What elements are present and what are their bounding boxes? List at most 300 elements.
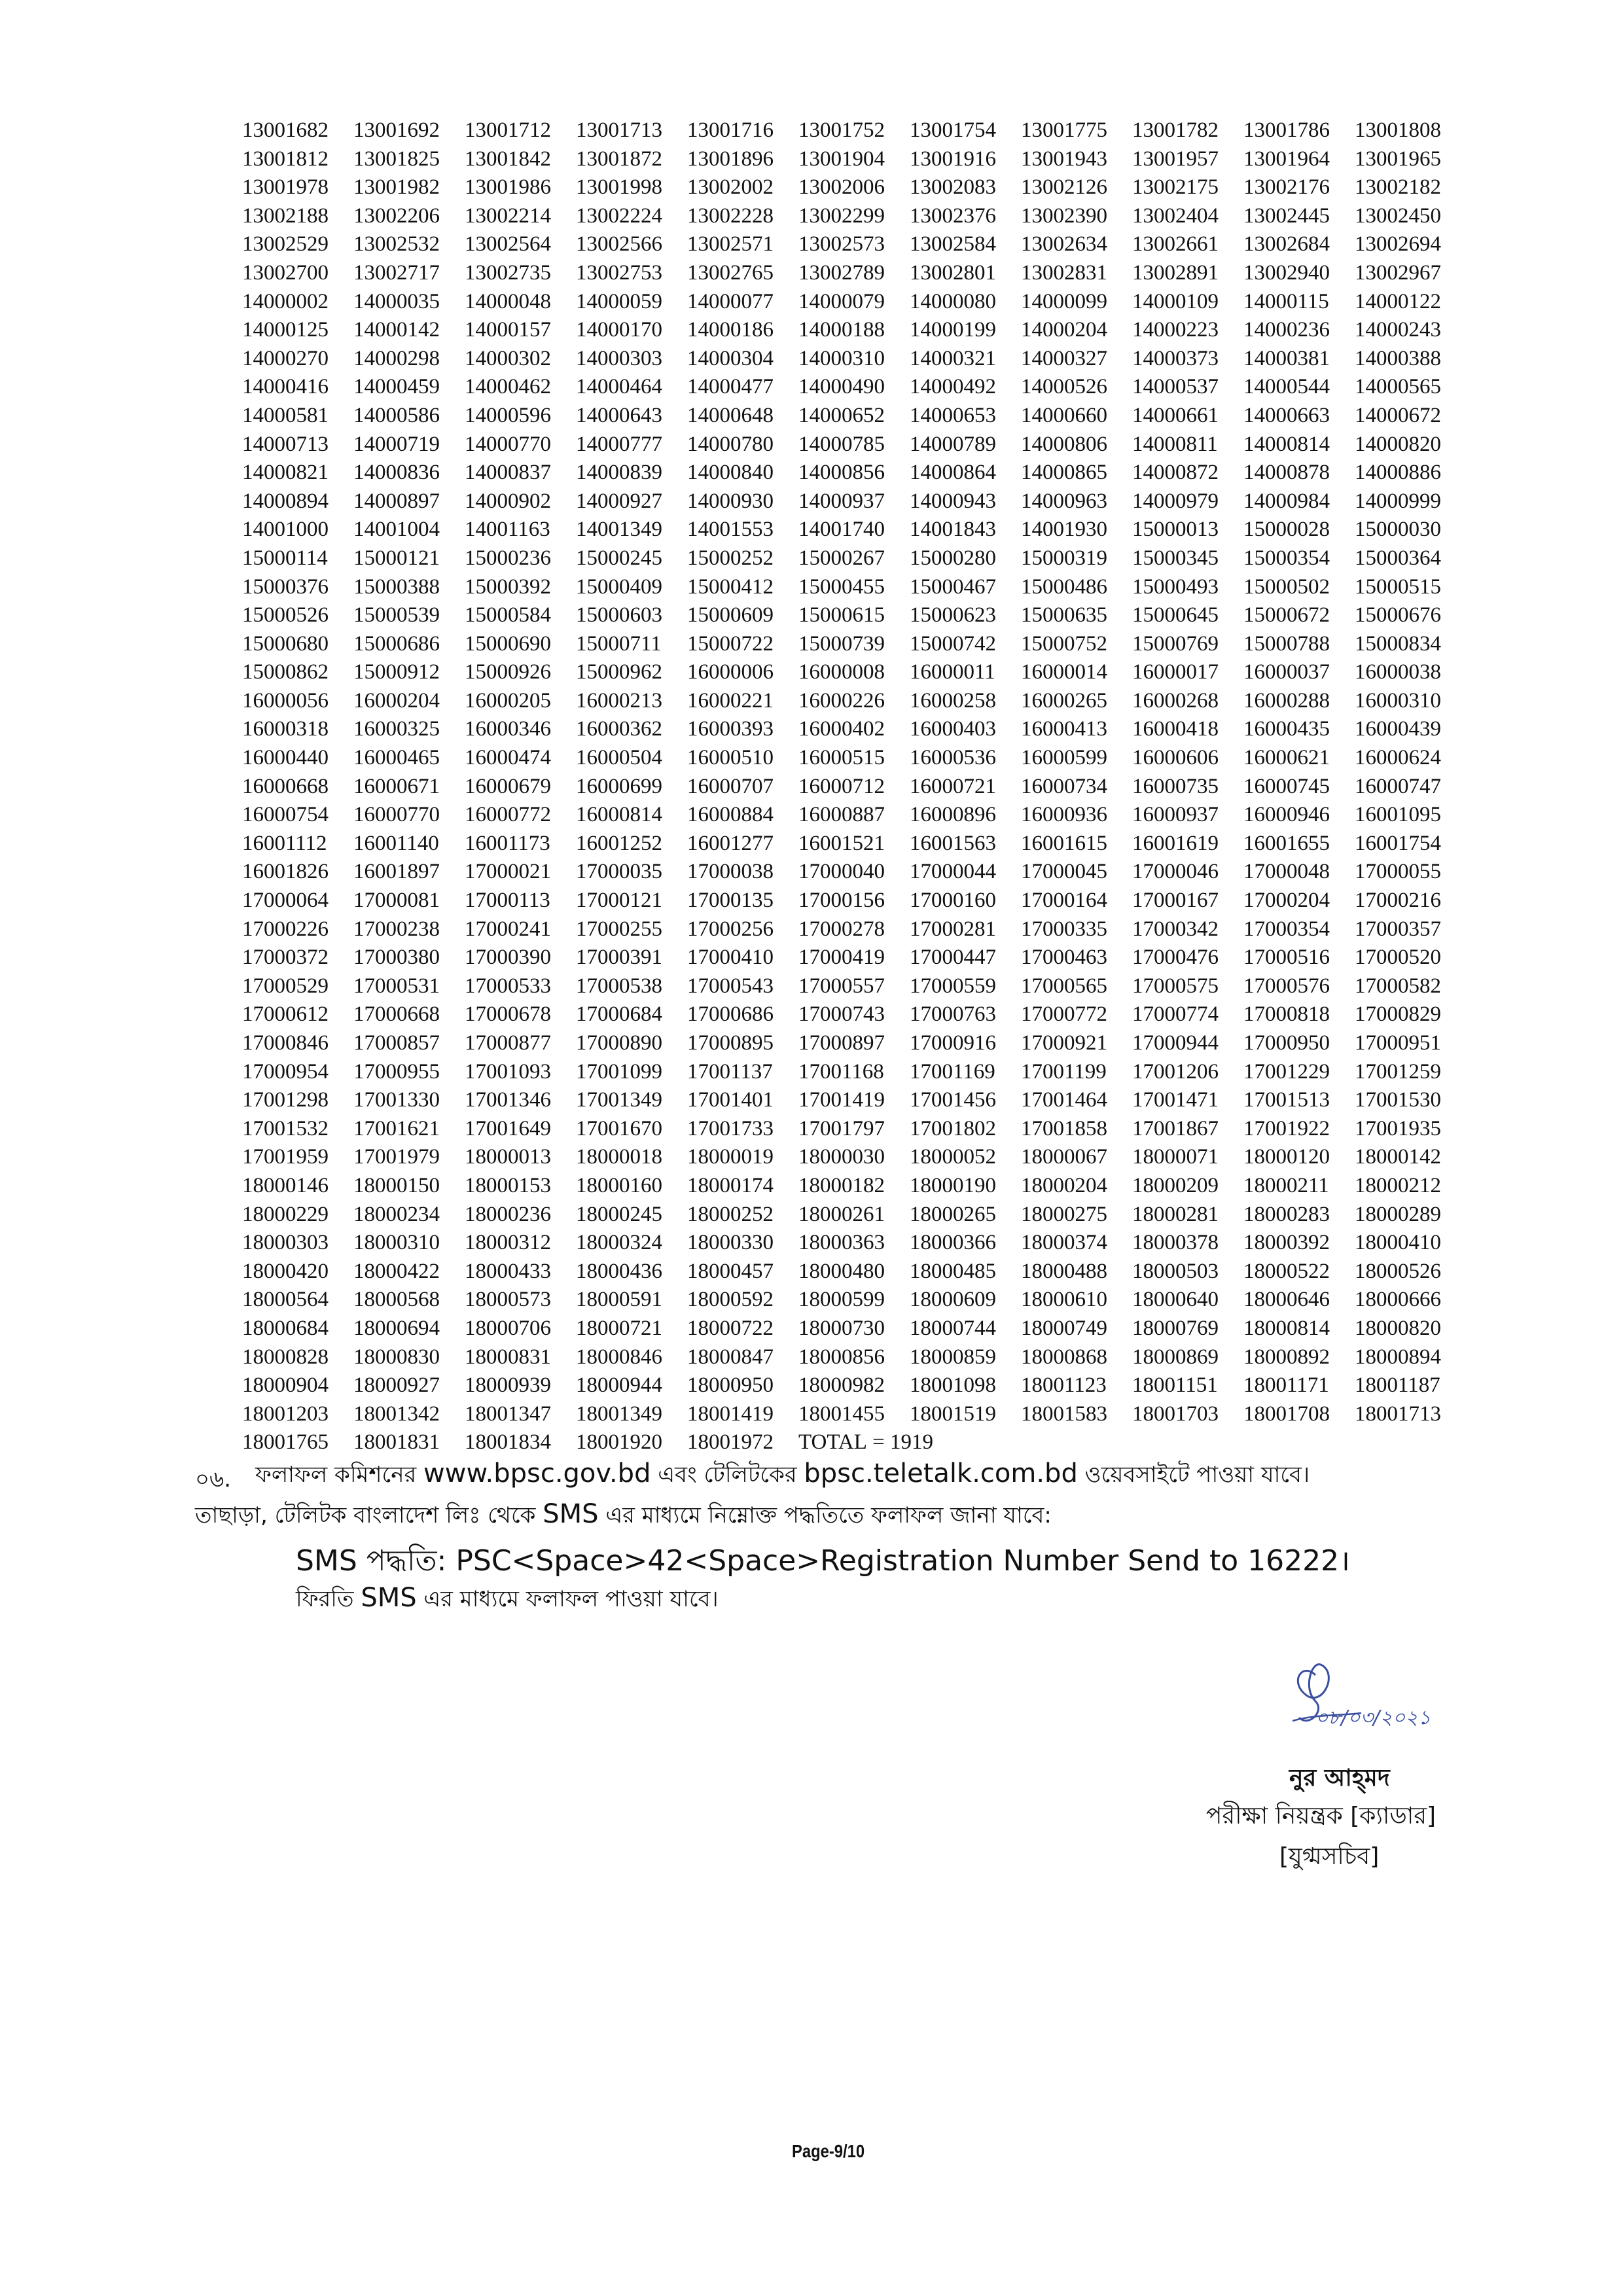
- registration-number: 17000342: [1132, 917, 1219, 941]
- registration-number: 15000645: [1132, 603, 1219, 627]
- registration-number: 18000568: [353, 1288, 440, 1312]
- registration-number: 14000059: [576, 289, 662, 313]
- registration-number: 17001867: [1132, 1116, 1219, 1140]
- registration-number: 13002940: [1243, 260, 1330, 285]
- registration-number: 16000268: [1132, 688, 1219, 713]
- registration-number: 14000199: [910, 318, 996, 342]
- registration-row: [242, 173, 1499, 202]
- registration-number: 14000780: [687, 432, 774, 456]
- registration-number: 14000537: [1132, 375, 1219, 399]
- registration-number: 16000226: [798, 688, 885, 713]
- registration-number: 18000229: [242, 1202, 329, 1226]
- registration-number: 18000944: [576, 1373, 662, 1398]
- registration-number: 13002532: [353, 232, 440, 256]
- registration-number: 14000653: [910, 403, 996, 427]
- registration-row: [242, 915, 1499, 944]
- registration-number: 16000038: [1355, 660, 1441, 684]
- registration-number: 17001979: [353, 1145, 440, 1169]
- registration-number: 13002188: [242, 203, 329, 228]
- registration-number: 14000459: [353, 375, 440, 399]
- registration-number: 13002376: [910, 203, 996, 228]
- registration-number: 15000635: [1021, 603, 1107, 627]
- registration-number: 15000686: [353, 631, 440, 656]
- registration-number: 15000603: [576, 603, 662, 627]
- registration-number: 13002002: [687, 175, 774, 200]
- registration-number: 18000609: [910, 1288, 996, 1312]
- registration-number: 14001004: [353, 518, 440, 542]
- registration-number: 15000676: [1355, 603, 1441, 627]
- registration-number: 18000591: [576, 1288, 662, 1312]
- registration-number: 13001808: [1355, 118, 1441, 142]
- registration-number: 14000963: [1021, 489, 1107, 513]
- registration-number: 16000418: [1132, 717, 1219, 741]
- registration-number: 14000035: [353, 289, 440, 313]
- teletalk-website-link[interactable]: bpsc.teletalk.com.bd: [804, 1458, 1078, 1489]
- registration-number: 15000722: [687, 631, 774, 656]
- registration-number: 18000830: [353, 1345, 440, 1369]
- registration-number: 18001834: [465, 1430, 551, 1455]
- registration-number: 18001455: [798, 1402, 885, 1426]
- registration-number: 15000962: [576, 660, 662, 684]
- registration-number: 17000575: [1132, 974, 1219, 998]
- registration-number: 14000979: [1132, 489, 1219, 513]
- registration-number: 13001943: [1021, 147, 1107, 171]
- registration-number: 15000409: [576, 574, 662, 599]
- registration-row: [242, 687, 1499, 716]
- registration-number: 16000814: [576, 803, 662, 827]
- registration-number: 13001782: [1132, 118, 1219, 142]
- registration-number: 13001712: [465, 118, 551, 142]
- registration-number: 17000916: [910, 1031, 996, 1055]
- registration-row: [242, 1258, 1499, 1286]
- registration-number: 18000252: [687, 1202, 774, 1226]
- registration-number: 13002206: [353, 203, 440, 228]
- registration-number: 14000490: [798, 375, 885, 399]
- registration-number: 15000467: [910, 574, 996, 599]
- registration-number: 16001897: [353, 860, 440, 884]
- registration-number: 16001754: [1355, 831, 1441, 855]
- registration-number: 13002175: [1132, 175, 1219, 200]
- registration-number: 17000021: [465, 860, 551, 884]
- registration-number: 17000921: [1021, 1031, 1107, 1055]
- registration-number: 18000856: [798, 1345, 885, 1369]
- registration-number: 15000584: [465, 603, 551, 627]
- registration-number: 17001206: [1132, 1059, 1219, 1084]
- registration-number: 15000030: [1355, 518, 1441, 542]
- registration-number: 17001513: [1243, 1088, 1330, 1112]
- registration-number: 18000204: [1021, 1173, 1107, 1197]
- registration-number: 17001093: [465, 1059, 551, 1084]
- registration-number: 18001708: [1243, 1402, 1330, 1426]
- registration-number: 13001896: [687, 147, 774, 171]
- registration-number: 16000679: [465, 774, 551, 798]
- registration-number: 17000565: [1021, 974, 1107, 998]
- registration-number: 14000789: [910, 432, 996, 456]
- registration-number: 18000120: [1243, 1145, 1330, 1169]
- registration-number: 14001349: [576, 518, 662, 542]
- registration-number: 18000666: [1355, 1288, 1441, 1312]
- registration-number: 14000581: [242, 403, 329, 427]
- registration-row: [242, 601, 1499, 630]
- registration-number: 13002573: [798, 232, 885, 256]
- registration-number: 14000270: [242, 346, 329, 370]
- registration-number: 15000502: [1243, 574, 1330, 599]
- registration-number: 17000255: [576, 917, 662, 941]
- notice-text: ফলাফল কমিশনের: [255, 1462, 424, 1488]
- registration-row: [242, 573, 1499, 602]
- registration-number: 15000752: [1021, 631, 1107, 656]
- registration-row: [242, 345, 1499, 374]
- registration-number: 16000402: [798, 717, 885, 741]
- registration-number: 17000164: [1021, 889, 1107, 913]
- registration-number: 17001169: [910, 1059, 995, 1084]
- sms-word: SMS: [543, 1499, 599, 1529]
- registration-number: 17000044: [910, 860, 996, 884]
- notice-text: ।: [1339, 1544, 1350, 1578]
- registration-number: 15000515: [1355, 574, 1441, 599]
- registration-number: 14000814: [1243, 432, 1330, 456]
- registration-number: 17000897: [798, 1031, 885, 1055]
- registration-number: 18000831: [465, 1345, 551, 1369]
- registration-number: 13002661: [1132, 232, 1219, 256]
- registration-number: 14000839: [576, 461, 662, 485]
- registration-number: 16000037: [1243, 660, 1330, 684]
- registration-number: 18000892: [1243, 1345, 1330, 1369]
- registration-number: 15000526: [242, 603, 329, 627]
- registration-number: 16000599: [1021, 746, 1107, 770]
- bpsc-website-link[interactable]: www.bpsc.gov.bd: [423, 1458, 651, 1489]
- registration-number: 15000926: [465, 660, 551, 684]
- registration-row: [242, 801, 1499, 830]
- registration-number: 14000303: [576, 346, 662, 370]
- registration-number: 16000204: [353, 688, 440, 713]
- registration-number: 14000327: [1021, 346, 1107, 370]
- registration-number: 15000788: [1243, 631, 1330, 656]
- registration-number: 14000388: [1355, 346, 1441, 370]
- registration-number: 18000646: [1243, 1288, 1330, 1312]
- registration-number: 18000030: [798, 1145, 885, 1169]
- registration-number: 17001670: [576, 1116, 662, 1140]
- registration-number: 17000955: [353, 1059, 440, 1084]
- registration-number: 13002176: [1243, 175, 1330, 200]
- registration-row: [242, 1086, 1499, 1115]
- registration-number: 17000121: [576, 889, 662, 913]
- registration-number: 14000652: [798, 403, 885, 427]
- registration-row: [242, 373, 1499, 402]
- registration-number: 17000238: [353, 917, 440, 941]
- registration-row: [242, 1286, 1499, 1315]
- registration-number: 14000837: [465, 461, 551, 485]
- registration-number: 15000392: [465, 574, 551, 599]
- registration-number: 18000190: [910, 1173, 996, 1197]
- registration-number: 18000457: [687, 1259, 774, 1283]
- registration-number: 14000464: [576, 375, 662, 399]
- registration-number: 18000234: [353, 1202, 440, 1226]
- registration-number: 15000013: [1132, 518, 1219, 542]
- registration-number: 16000213: [576, 688, 662, 713]
- registration-number: 18001713: [1355, 1402, 1441, 1426]
- registration-number: 18000265: [910, 1202, 996, 1226]
- registration-number: 17000380: [353, 945, 440, 970]
- registration-row: [242, 116, 1499, 145]
- registration-number: 18000366: [910, 1231, 996, 1255]
- registration-number: 14001740: [798, 518, 885, 542]
- registration-number: 15000615: [798, 603, 885, 627]
- registration-number: 13002083: [910, 175, 996, 200]
- registration-number: 14000836: [353, 461, 440, 485]
- registration-number: 17000576: [1243, 974, 1330, 998]
- registration-number: 15000280: [910, 546, 996, 570]
- registration-number: 17000040: [798, 860, 885, 884]
- registration-number: 16000056: [242, 688, 329, 713]
- registration-number: 17001530: [1355, 1088, 1441, 1112]
- registration-number: 18000744: [910, 1316, 996, 1340]
- registration-number: 14000930: [687, 489, 774, 513]
- registration-number: 14000321: [910, 346, 996, 370]
- sms-word: SMS: [361, 1583, 417, 1613]
- registration-number: 17000447: [910, 945, 996, 970]
- registration-number: 17001471: [1132, 1088, 1219, 1112]
- registration-number: 15000121: [353, 546, 440, 570]
- registration-number: 18000410: [1355, 1231, 1441, 1255]
- registration-number: 14000373: [1132, 346, 1219, 370]
- registration-number: 14000770: [465, 432, 551, 456]
- registration-number: 14000713: [242, 432, 329, 456]
- registration-number: 18000846: [576, 1345, 662, 1369]
- registration-number: 13001825: [353, 147, 440, 171]
- registration-number: 15000486: [1021, 574, 1107, 599]
- registration-number: 17000064: [242, 889, 329, 913]
- registration-number: 14000648: [687, 403, 774, 427]
- registration-number: 14000660: [1021, 403, 1107, 427]
- registration-number: 16000435: [1243, 717, 1330, 741]
- registration-number: 13002564: [465, 232, 551, 256]
- registration-number: 17000216: [1355, 889, 1441, 913]
- registration-number: 13002224: [576, 203, 662, 228]
- registration-number: 13002831: [1021, 260, 1107, 285]
- registration-number: 14000820: [1355, 432, 1441, 456]
- registration-number: 13002634: [1021, 232, 1107, 256]
- registration-number: 17000818: [1243, 1002, 1330, 1027]
- registration-row: [242, 544, 1499, 573]
- registration-row: [242, 773, 1499, 802]
- registration-number: 14000897: [353, 489, 440, 513]
- registration-number: 13002566: [576, 232, 662, 256]
- registration-number: 13001752: [798, 118, 885, 142]
- registration-row: [242, 202, 1499, 231]
- registration-number: 14000663: [1243, 403, 1330, 427]
- registration-number: 13001978: [242, 175, 329, 200]
- registration-number: 18000312: [465, 1231, 551, 1255]
- registration-number: 17000678: [465, 1002, 551, 1027]
- registration-number: 16000884: [687, 803, 774, 827]
- registration-number: 15000412: [687, 574, 774, 599]
- notice-line-4: [296, 1582, 719, 1619]
- registration-number: 14000661: [1132, 403, 1219, 427]
- registration-number: 13002765: [687, 260, 774, 285]
- registration-number: 16001252: [576, 831, 662, 855]
- registration-number: 14000416: [242, 375, 329, 399]
- registration-number: 18000820: [1355, 1316, 1441, 1340]
- registration-number: 17000538: [576, 974, 662, 998]
- registration-number: 13001682: [242, 118, 329, 142]
- registration-number: 18000610: [1021, 1288, 1107, 1312]
- registration-number: 17001621: [353, 1116, 440, 1140]
- registration-number: 18000378: [1132, 1231, 1219, 1255]
- registration-number: 14000672: [1355, 403, 1441, 427]
- registration-number: 14000188: [798, 318, 885, 342]
- registration-number: 14000477: [687, 375, 774, 399]
- registration-number: 14000048: [465, 289, 551, 313]
- registration-number: 18001583: [1021, 1402, 1107, 1426]
- registration-number: 18001972: [687, 1430, 774, 1455]
- registration-number: 17001935: [1355, 1116, 1441, 1140]
- registration-number: 16001140: [353, 831, 439, 855]
- registration-number: 16000624: [1355, 746, 1441, 770]
- registration-number: 14000643: [576, 403, 662, 427]
- registration-number: 14001553: [687, 518, 774, 542]
- registration-number: 14001930: [1021, 518, 1107, 542]
- registration-number: 18000526: [1355, 1259, 1441, 1283]
- registration-number: 13002529: [242, 232, 329, 256]
- registration-number: 13001872: [576, 147, 662, 171]
- registration-number: 14000865: [1021, 461, 1107, 485]
- registration-row: [242, 1029, 1499, 1058]
- registration-number: 16000734: [1021, 774, 1107, 798]
- registration-number: 17000419: [798, 945, 885, 970]
- registration-number: 16000699: [576, 774, 662, 798]
- registration-number: 16001112: [242, 831, 327, 855]
- registration-number: 18000599: [798, 1288, 885, 1312]
- registration-number: 17000582: [1355, 974, 1441, 998]
- registration-number: 14000927: [576, 489, 662, 513]
- registration-number: 14000785: [798, 432, 885, 456]
- registration-number: 14000125: [242, 318, 329, 342]
- registration-number: 18001519: [910, 1402, 996, 1426]
- registration-row: [242, 1201, 1499, 1229]
- registration-number: 18000749: [1021, 1316, 1107, 1340]
- registration-row: [242, 1428, 1499, 1457]
- registration-number: 13002182: [1355, 175, 1441, 200]
- registration-number: 17001922: [1243, 1116, 1330, 1140]
- registration-number: 16001619: [1132, 831, 1219, 855]
- registration-number: 17001456: [910, 1088, 996, 1112]
- registration-number: 15000834: [1355, 631, 1441, 656]
- notice-text: তাছাড়া, টেলিটক বাংলাদেশ লিঃ থেকে: [195, 1502, 543, 1528]
- registration-number: 14000596: [465, 403, 551, 427]
- registration-row: [242, 1143, 1499, 1172]
- registration-number: 15000672: [1243, 603, 1330, 627]
- registration-number: 16000014: [1021, 660, 1107, 684]
- registration-number: 16000006: [687, 660, 774, 684]
- total-value: = 1919: [872, 1430, 934, 1455]
- registration-number: 16000288: [1243, 688, 1330, 713]
- registration-number: 16000325: [353, 717, 440, 741]
- registration-number: 17000354: [1243, 917, 1330, 941]
- registration-number: 16000221: [687, 688, 774, 713]
- registration-number: 14000381: [1243, 346, 1330, 370]
- registration-number: 16000440: [242, 746, 329, 770]
- registration-number: 17000529: [242, 974, 329, 998]
- registration-number: 18000868: [1021, 1345, 1107, 1369]
- registration-number: 17001099: [576, 1059, 662, 1084]
- registration-number: 15000345: [1132, 546, 1219, 570]
- registration-row: [242, 658, 1499, 687]
- registration-number: 15000493: [1132, 574, 1219, 599]
- registration-number: 18000982: [798, 1373, 885, 1398]
- registration-number: 16000465: [353, 746, 440, 770]
- registration-number: 15000711: [576, 631, 662, 656]
- registration-number: 15000609: [687, 603, 774, 627]
- registration-number: 18000150: [353, 1173, 440, 1197]
- registration-number: 17000167: [1132, 889, 1219, 913]
- registration-row: [242, 830, 1499, 858]
- registration-number: 18000522: [1243, 1259, 1330, 1283]
- registration-number: 17000772: [1021, 1002, 1107, 1027]
- registration-number: 13001842: [465, 147, 551, 171]
- notice-text: এর মাধ্যমে নিম্নোক্ত পদ্ধতিতে ফলাফল জানা যাবে:: [598, 1502, 1052, 1528]
- registration-number: 17000046: [1132, 860, 1219, 884]
- registration-row: [242, 630, 1499, 659]
- registration-number: 17000372: [242, 945, 329, 970]
- registration-number: 18000071: [1132, 1145, 1219, 1169]
- registration-number: 16000439: [1355, 717, 1441, 741]
- registration-number: 17000390: [465, 945, 551, 970]
- registration-number: 16000745: [1243, 774, 1330, 798]
- registration-number: 13002214: [465, 203, 551, 228]
- registration-row: [242, 230, 1499, 259]
- registration-number: 17000846: [242, 1031, 329, 1055]
- registration-number: 17001349: [576, 1088, 662, 1112]
- registration-number: 16001173: [465, 831, 550, 855]
- registration-number: 14000077: [687, 289, 774, 313]
- registration-number: 13002694: [1355, 232, 1441, 256]
- registration-number: 18000684: [242, 1316, 329, 1340]
- registration-number: 18000422: [353, 1259, 440, 1283]
- registration-row: [242, 316, 1499, 345]
- registration-number: 18000769: [1132, 1316, 1219, 1340]
- registration-number: 15000912: [353, 660, 440, 684]
- registration-number: 15000364: [1355, 546, 1441, 570]
- registration-number: 18000950: [687, 1373, 774, 1398]
- registration-number: 13001713: [576, 118, 662, 142]
- registration-number: 17001298: [242, 1088, 329, 1112]
- registration-number: 18000721: [576, 1316, 662, 1340]
- registration-number: 16000668: [242, 774, 329, 798]
- registration-number: 14000243: [1355, 318, 1441, 342]
- registration-number: 16000621: [1243, 746, 1330, 770]
- registration-number: 15000862: [242, 660, 329, 684]
- signer-rank: [যুগ্মসচিব]: [1279, 1843, 1380, 1870]
- registration-number: 14000878: [1243, 461, 1330, 485]
- registration-number: 17001649: [465, 1116, 551, 1140]
- registration-number: 18000564: [242, 1288, 329, 1312]
- registration-number: 17000463: [1021, 945, 1107, 970]
- registration-row: [242, 858, 1499, 887]
- registration-number: 14000806: [1021, 432, 1107, 456]
- registration-number: 17000335: [1021, 917, 1107, 941]
- registration-number: 16000946: [1243, 803, 1330, 827]
- registration-number: 13001812: [242, 147, 329, 171]
- registration-number: 13001775: [1021, 118, 1107, 142]
- registration-number: 14000840: [687, 461, 774, 485]
- registration-number: 16000413: [1021, 717, 1107, 741]
- registration-number: 18000722: [687, 1316, 774, 1340]
- registration-number: 15000245: [576, 546, 662, 570]
- registration-number: 18001419: [687, 1402, 774, 1426]
- registration-number: 13001957: [1132, 147, 1219, 171]
- registration-number: 15000028: [1243, 518, 1330, 542]
